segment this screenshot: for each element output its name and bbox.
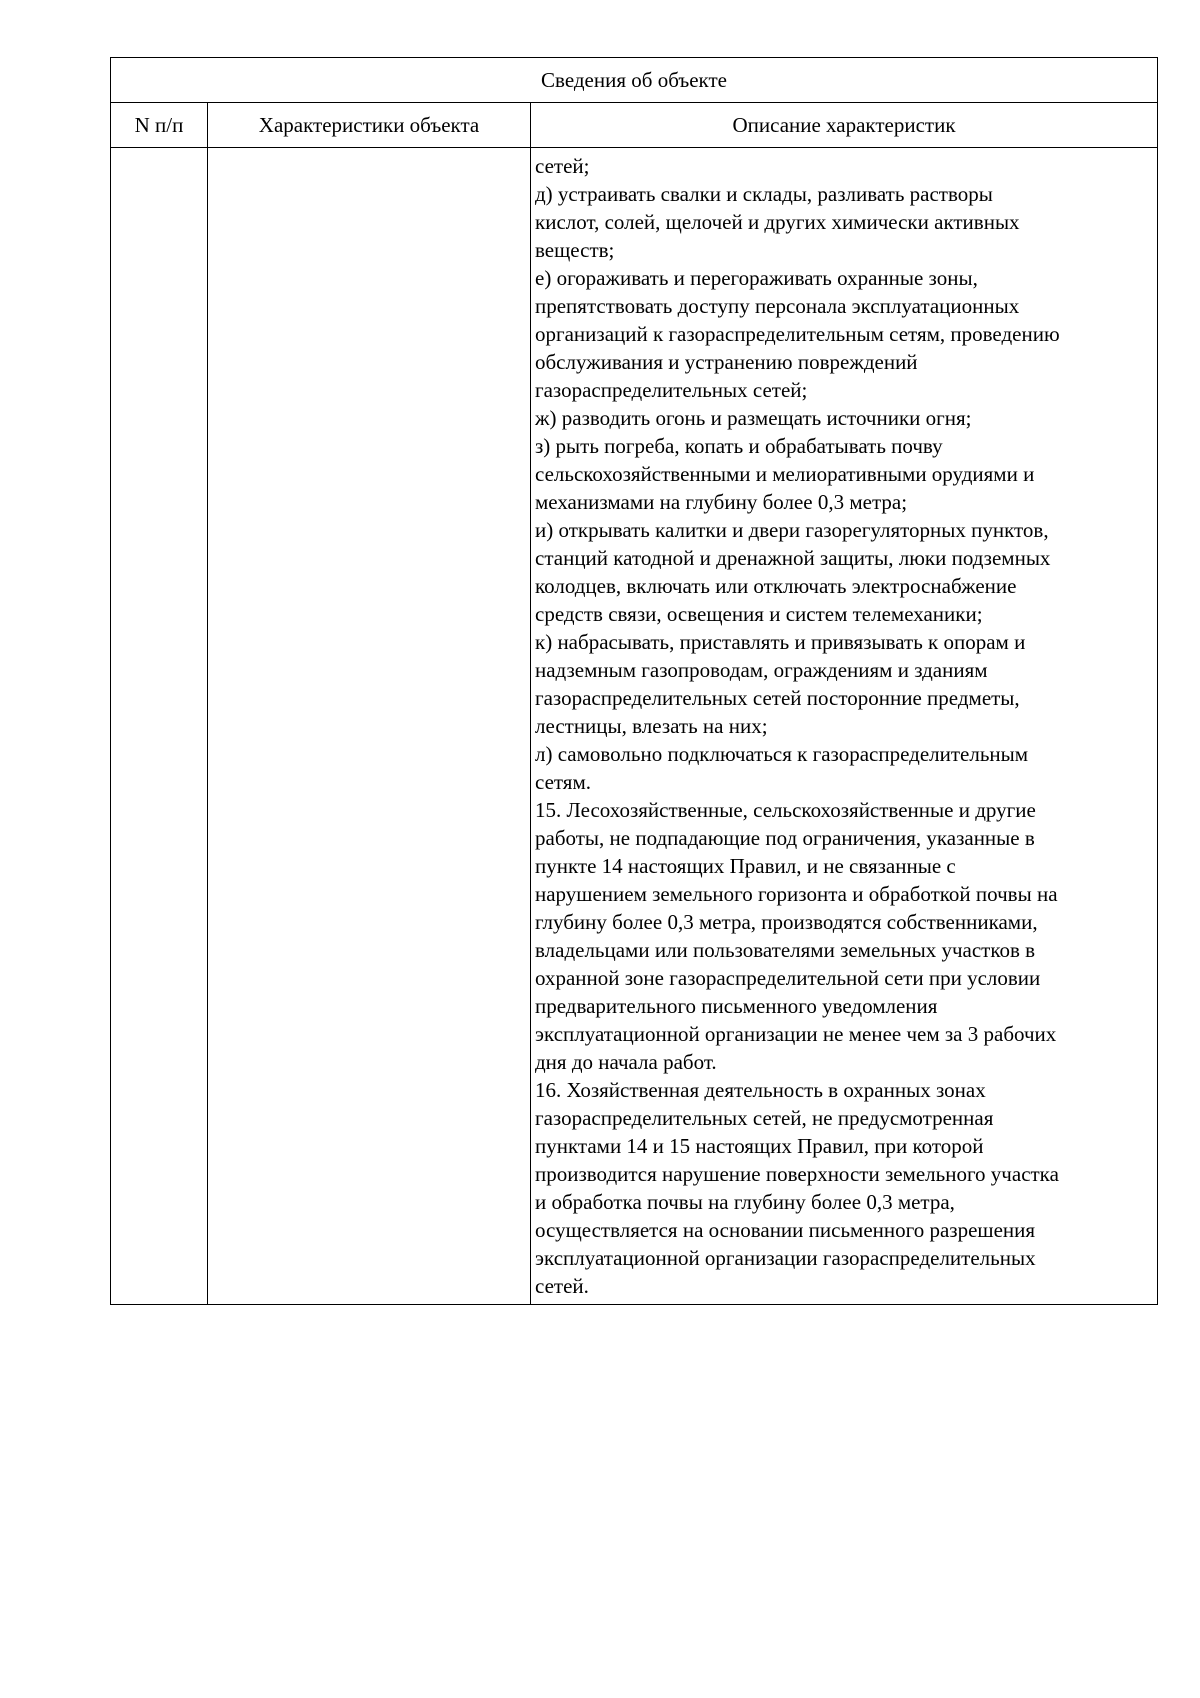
description-line: средств связи, освещения и систем телемеханики;	[535, 602, 983, 626]
table-row	[111, 148, 1158, 1305]
description-line: дня до начала работ.	[535, 1050, 717, 1074]
cell-description	[531, 148, 1158, 1305]
table-header-row	[111, 103, 1158, 148]
description-line: ж) разводить огонь и размещать источники огня;	[535, 406, 972, 430]
description-line: л) самовольно подключаться к газораспределительным	[535, 742, 1029, 766]
description-line: механизмами на глубину более 0,3 метра;	[535, 490, 908, 514]
header-description: Описание характеристик	[531, 103, 1158, 148]
header-num: N п/п	[111, 103, 208, 148]
description-line: эксплуатационной организации не менее чем за 3 рабочих	[535, 1022, 1057, 1046]
description-line: газораспределительных сетей посторонние предметы,	[535, 686, 1020, 710]
description-line: пунктами 14 и 15 настоящих Правил, при которой	[535, 1134, 984, 1158]
cell-characteristics	[208, 148, 531, 1305]
description-line: и обработка почвы на глубину более 0,3 метра,	[535, 1190, 955, 1214]
description-line: обслуживания и устранению повреждений	[535, 350, 918, 374]
description-line: кислот, солей, щелочей и других химически активных	[535, 210, 1020, 234]
table-title-row	[111, 58, 1158, 103]
description-line: лестницы, влезать на них;	[535, 714, 768, 738]
description-line: нарушением земельного горизонта и обработкой почвы на	[535, 882, 1058, 906]
description-line: владельцами или пользователями земельных участков в	[535, 938, 1036, 962]
description-line: сетей;	[535, 154, 590, 178]
description-line: е) огораживать и перегораживать охранные зоны,	[535, 266, 978, 290]
description-line: работы, не подпадающие под ограничения, указанные в	[535, 826, 1035, 850]
description-line: газораспределительных сетей;	[535, 378, 808, 402]
description-line: осуществляется на основании письменного разрешения	[535, 1218, 1036, 1242]
description-line: сетей.	[535, 1274, 589, 1298]
description-line: д) устраивать свалки и склады, разливать растворы	[535, 182, 993, 206]
description-line: газораспределительных сетей, не предусмотренная	[535, 1106, 994, 1130]
description-line: колодцев, включать или отключать электроснабжение	[535, 574, 1017, 598]
description-line: пункте 14 настоящих Правил, и не связанные с	[535, 854, 956, 878]
description-line: 15. Лесохозяйственные, сельскохозяйственные и другие	[535, 798, 1036, 822]
description-line: эксплуатационной организации газораспределительных	[535, 1246, 1036, 1270]
description-line: веществ;	[535, 238, 615, 262]
description-line: глубину более 0,3 метра, производятся собственниками,	[535, 910, 1038, 934]
description-line: препятствовать доступу персонала эксплуатационных	[535, 294, 1020, 318]
header-characteristics: Характеристики объекта	[208, 103, 531, 148]
description-line: охранной зоне газораспределительной сети при условии	[535, 966, 1041, 990]
object-info-table	[110, 57, 1158, 1305]
description-line: з) рыть погреба, копать и обрабатывать почву	[535, 434, 943, 458]
description-line: сельскохозяйственными и мелиоративными орудиями и	[535, 462, 1035, 486]
description-line: станций катодной и дренажной защиты, люки подземных	[535, 546, 1051, 570]
description-line: 16. Хозяйственная деятельность в охранных зонах	[535, 1078, 986, 1102]
description-line: надземным газопроводам, ограждениям и зданиям	[535, 658, 988, 682]
description-line: предварительного письменного уведомления	[535, 994, 938, 1018]
description-line: организаций к газораспределительным сетям, проведению	[535, 322, 1060, 346]
cell-num	[111, 148, 208, 1305]
description-line: и) открывать калитки и двери газорегуляторных пунктов,	[535, 518, 1049, 542]
description-line: сетям.	[535, 770, 591, 794]
description-line: к) набрасывать, приставлять и привязывать к опорам и	[535, 630, 1026, 654]
description-line: производится нарушение поверхности земельного участка	[535, 1162, 1059, 1186]
table-title: Сведения об объекте	[111, 58, 1158, 103]
